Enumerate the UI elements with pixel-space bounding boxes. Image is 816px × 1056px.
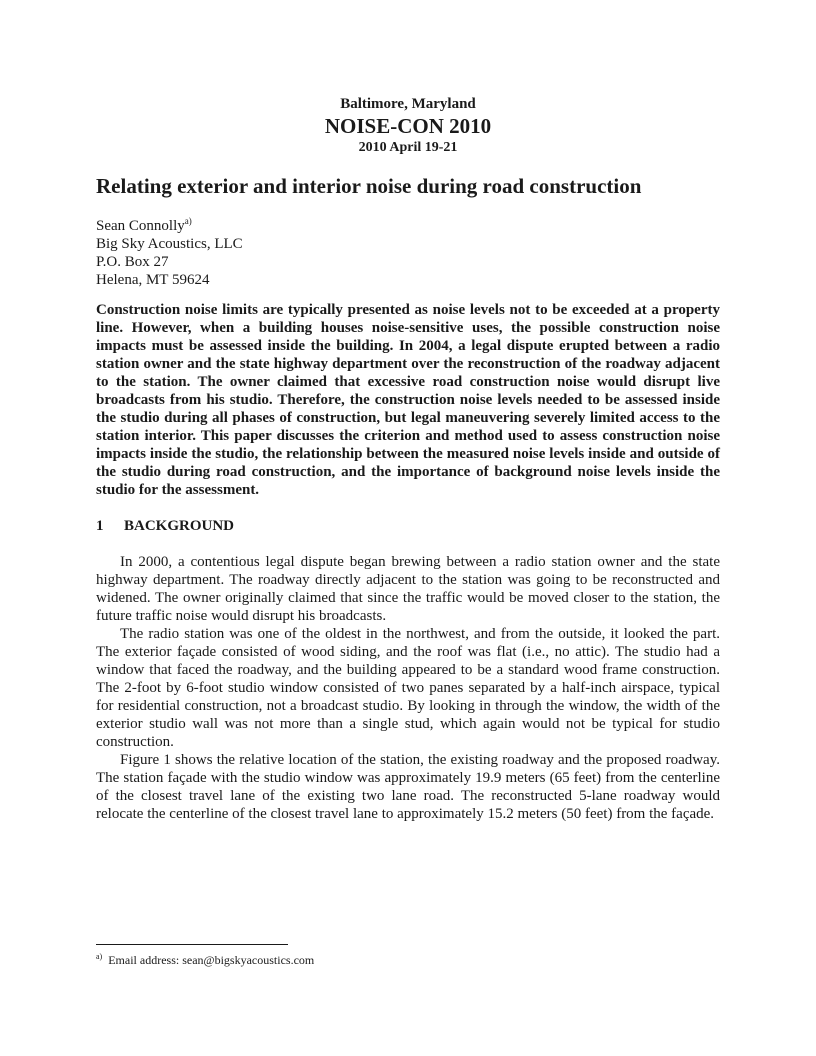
section-heading [96, 517, 720, 535]
author-footnote-mark: a) [184, 215, 192, 226]
footnote-area [96, 944, 720, 967]
section-body [96, 553, 720, 823]
paper-title: Relating exterior and interior noise during road construction [96, 174, 642, 199]
body-paragraph: Figure 1 shows the relative location of the station, the existing roadway and the proposed roadway. The station façade with the studio window was approximately 19.9 meters (65 feet) from the centerline of the closest travel lane of the existing two lane road. The reconstructed 5-lane roadway would relocate the centerline of the closest travel lane to approximately 15.2 meters (50 feet) from the façade. [96, 751, 720, 822]
conference-header [96, 96, 720, 156]
footnote-mark: a) [96, 952, 103, 961]
author-name-line [96, 217, 720, 235]
conference-name: NOISE-CON 2010 [324, 114, 492, 139]
footnote-text: Email address: sean@bigskyacoustics.com [108, 953, 315, 967]
author-address-line2: Helena, MT 59624 [96, 271, 210, 288]
author-affiliation: Big Sky Acoustics, LLC [96, 235, 243, 252]
footnote [96, 953, 720, 967]
section-number: 1 [96, 517, 104, 534]
conference-date: 2010 April 19-21 [358, 140, 458, 156]
conference-location: Baltimore, Maryland [340, 96, 476, 112]
author-address-line1: P.O. Box 27 [96, 253, 169, 270]
section-title: BACKGROUND [124, 517, 235, 534]
abstract: Construction noise limits are typically presented as noise levels not to be exceeded at a property line. However, when a building houses noise-sensitive uses, the possible construction noise impacts must be assessed inside the building. In 2004, a legal dispute erupted between a radio station owner and the state highway department over the reconstruction of the roadway adjacent to the station. The owner claimed that excessive road construction noise would disrupt live broadcasts from his studio. Therefore, the construction noise levels needed to be assessed inside the studio during all phases of construction, but legal maneuvering severely limited access to the station interior. This paper discusses the criterion and method used to assess construction noise impacts inside the studio, the relationship between the measured noise levels inside and outside of the studio during road construction, and the importance of background noise levels inside the studio for the assessment. [96, 301, 720, 498]
body-paragraph: The radio station was one of the oldest in the northwest, and from the outside, it looked the part. The exterior façade consisted of wood siding, and the roof was flat (i.e., no attic). The studio had a window that faced the roadway, and the building appeared to be a standard wood frame construction. The 2-foot by 6-foot studio window consisted of two panes separated by a half-inch airspace, typical for residential construction, not a broadcast studio. By looking in through the window, the width of the exterior studio wall was not more than a single stud, which again would not be typical for studio construction. [96, 625, 720, 750]
paper-page [96, 96, 720, 823]
footnote-divider [96, 944, 288, 945]
author-name: Sean Connolly [96, 217, 185, 234]
body-paragraph: In 2000, a contentious legal dispute began brewing between a radio station owner and the state highway department. The roadway directly adjacent to the station was going to be reconstructed and widened. The owner originally claimed that since the traffic would be moved closer to the station, the future traffic noise would disrupt his broadcasts. [96, 553, 720, 624]
author-block [96, 217, 720, 289]
